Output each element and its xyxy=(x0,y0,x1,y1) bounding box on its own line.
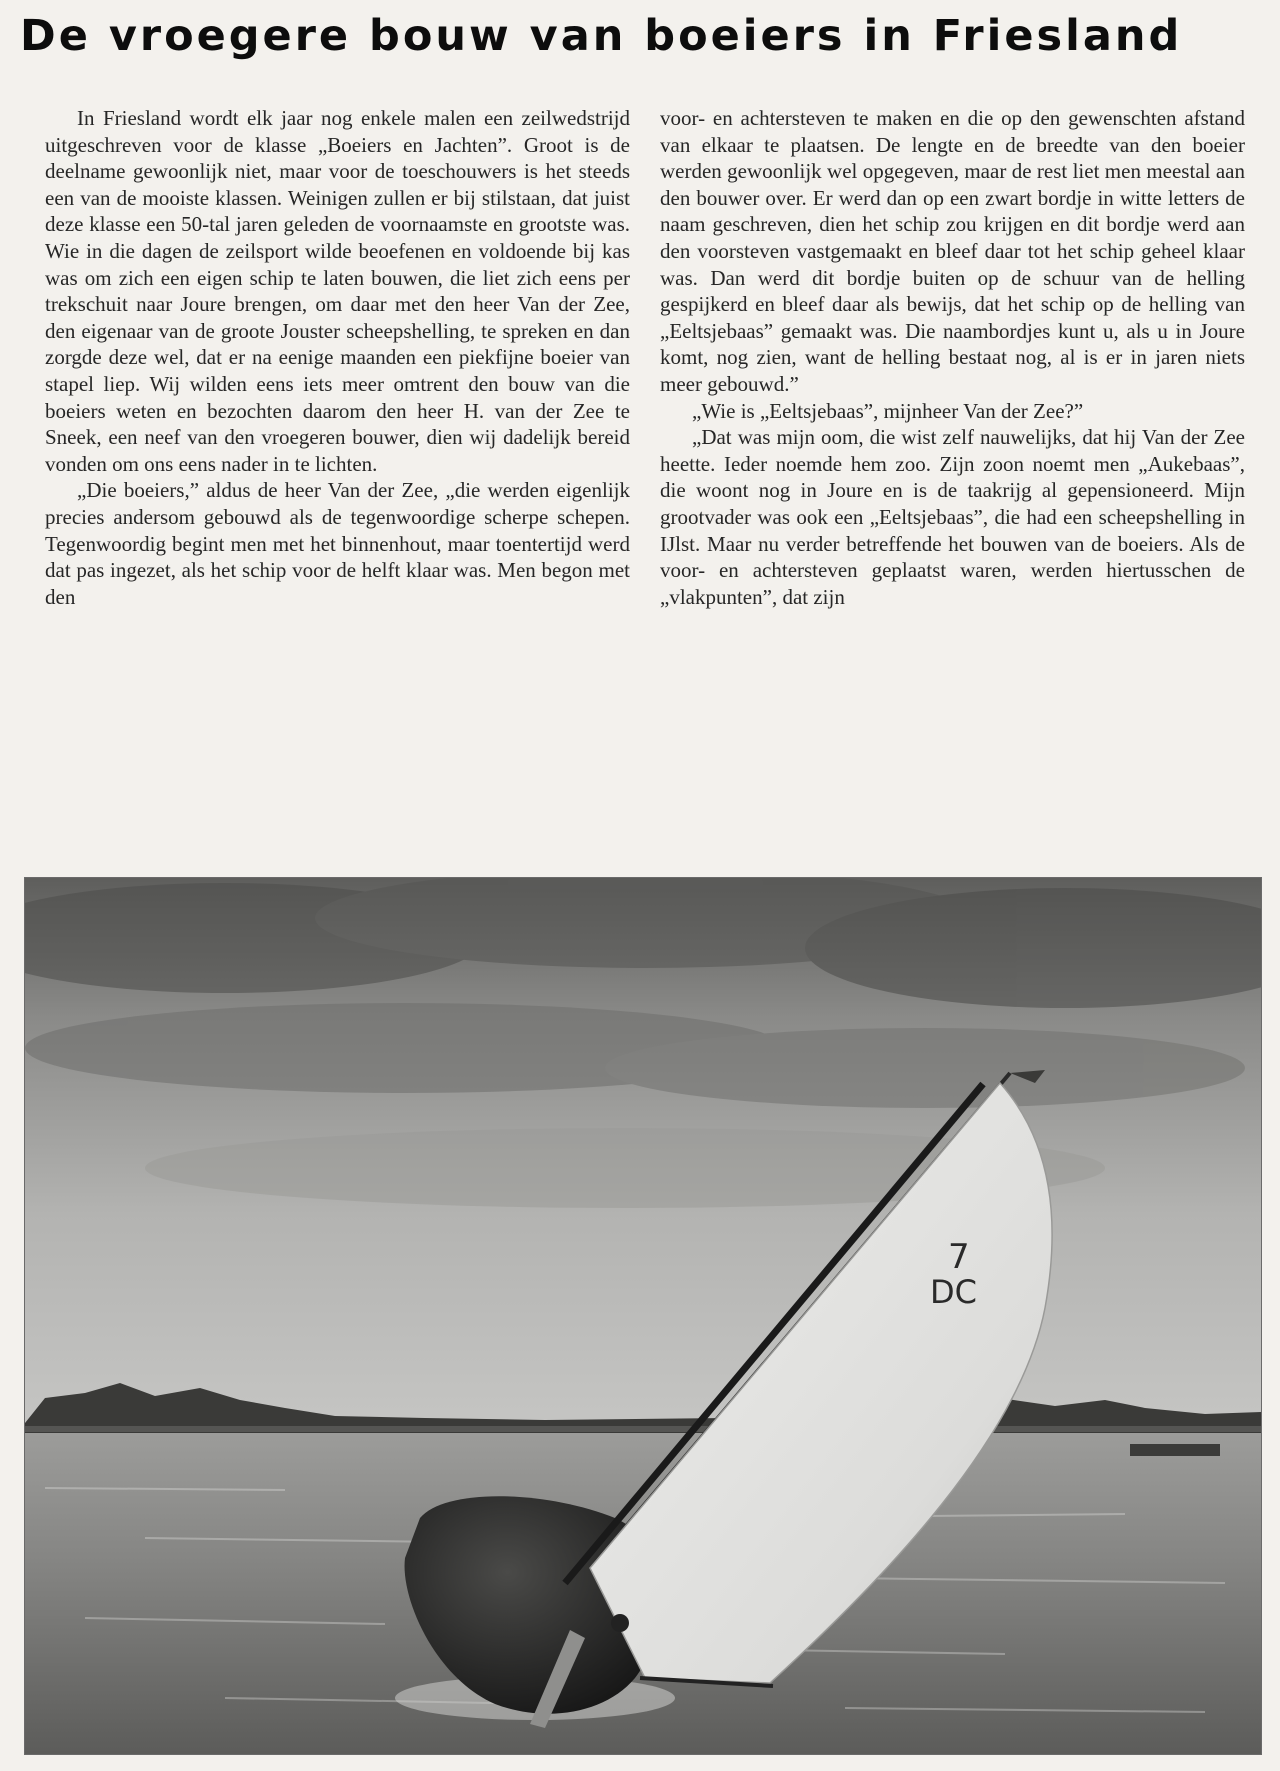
article-headline: De vroegere bouw van boeiers in Friesland xyxy=(20,11,1183,61)
article-column-right xyxy=(660,105,1245,805)
photo-scene xyxy=(25,878,1261,1754)
paragraph: „Die boeiers,” aldus de heer Van der Zee, „die werden eigenlijk precies andersom gebouwd als de tegenwoordige scherpe schepen. Tegenwoordig begint men met het binnenhout, maar toentertijd werd dat pas ingezet, als het schip voor de helft klaar was. Men begon met den xyxy=(45,478,630,609)
paragraph: „Dat was mijn oom, die wist zelf nauwelijks, dat hij Van der Zee heette. Ieder noemde hem zoo. Zijn zoon noemt men „Aukebaas”, die woont nog in Joure en is de taakrijg al gepensioneerd. Mijn grootvader was ook een „Eeltsjebaas”, die had een scheepshelling in IJlst. Maar nu verder betreffende het bouwen van de boeiers. Als de voor- en achtersteven geplaatst waren, werden hiertusschen de „vlakpunten”, dat zijn xyxy=(660,425,1245,609)
article-column-left xyxy=(45,105,630,805)
crew-member xyxy=(611,1614,629,1632)
paragraph: „Wie is „Eeltsjebaas”, mijnheer Van der Zee?” xyxy=(692,398,1084,423)
boeier-sailing-photo xyxy=(24,877,1262,1755)
distant-vessel xyxy=(1130,1444,1220,1456)
clouds xyxy=(25,878,1261,1208)
sail-number: 7 xyxy=(948,1237,970,1277)
paragraph: voor- en achtersteven te maken en die op den gewenschten afstand van elkaar te plaatsen. De lengte en de breedte van den boeier werden gewoonlijk wel opgegeven, maar de rest liet men meestal aan den bouwer over. Er werd dan op een zwart bordje in witte letters de naam geschreven, dien het schip zou krijgen en dit bordje werd aan den voorsteven vastgemaakt en bleef daar tot het schip geheel klaar was. Dan werd dit bordje buiten op de schuur van de helling gespijkerd en bleef daar als bewijs, dat het schip op de helling van „Eeltsjebaas” gemaakt was. Die naambordjes kunt u, als u in Joure komt, nog zien, want de helling bestaat nog, al is er in jaren niets meer gebouwd.” xyxy=(660,106,1245,396)
article-body xyxy=(45,105,1245,805)
sail-letters: DC xyxy=(930,1273,977,1311)
paragraph: In Friesland wordt elk jaar nog enkele malen een zeilwedstrijd uitgeschreven voor de klasse „Boeiers en Jachten”. Groot is de deelname gewoonlijk niet, maar voor de toeschouwers is het steeds een van de mooiste klassen. Weinigen zullen er bij stilstaan, dat juist deze klasse een 50-tal jaren geleden de voornaamste en grootste was. Wie in die dagen de zeilsport wilde beoefenen en voldoende bij kas was om zich een eigen schip te laten bouwen, die liet zich eens per trekschuit naar Joure brengen, om daar met den heer Van der Zee, den eigenaar van de groote Jouster scheepshelling, te spreken en dan zorgde deze wel, dat er na eenige maanden een piekfijne boeier van stapel liep. Wij wilden eens iets meer omtrent den bouw van die boeiers weten en bezochten daarom den heer H. van der Zee te Sneek, een neef van den vroegeren bouwer, dien wij dadelijk bereid vonden om ons eens nader in te lichten. xyxy=(45,106,630,476)
